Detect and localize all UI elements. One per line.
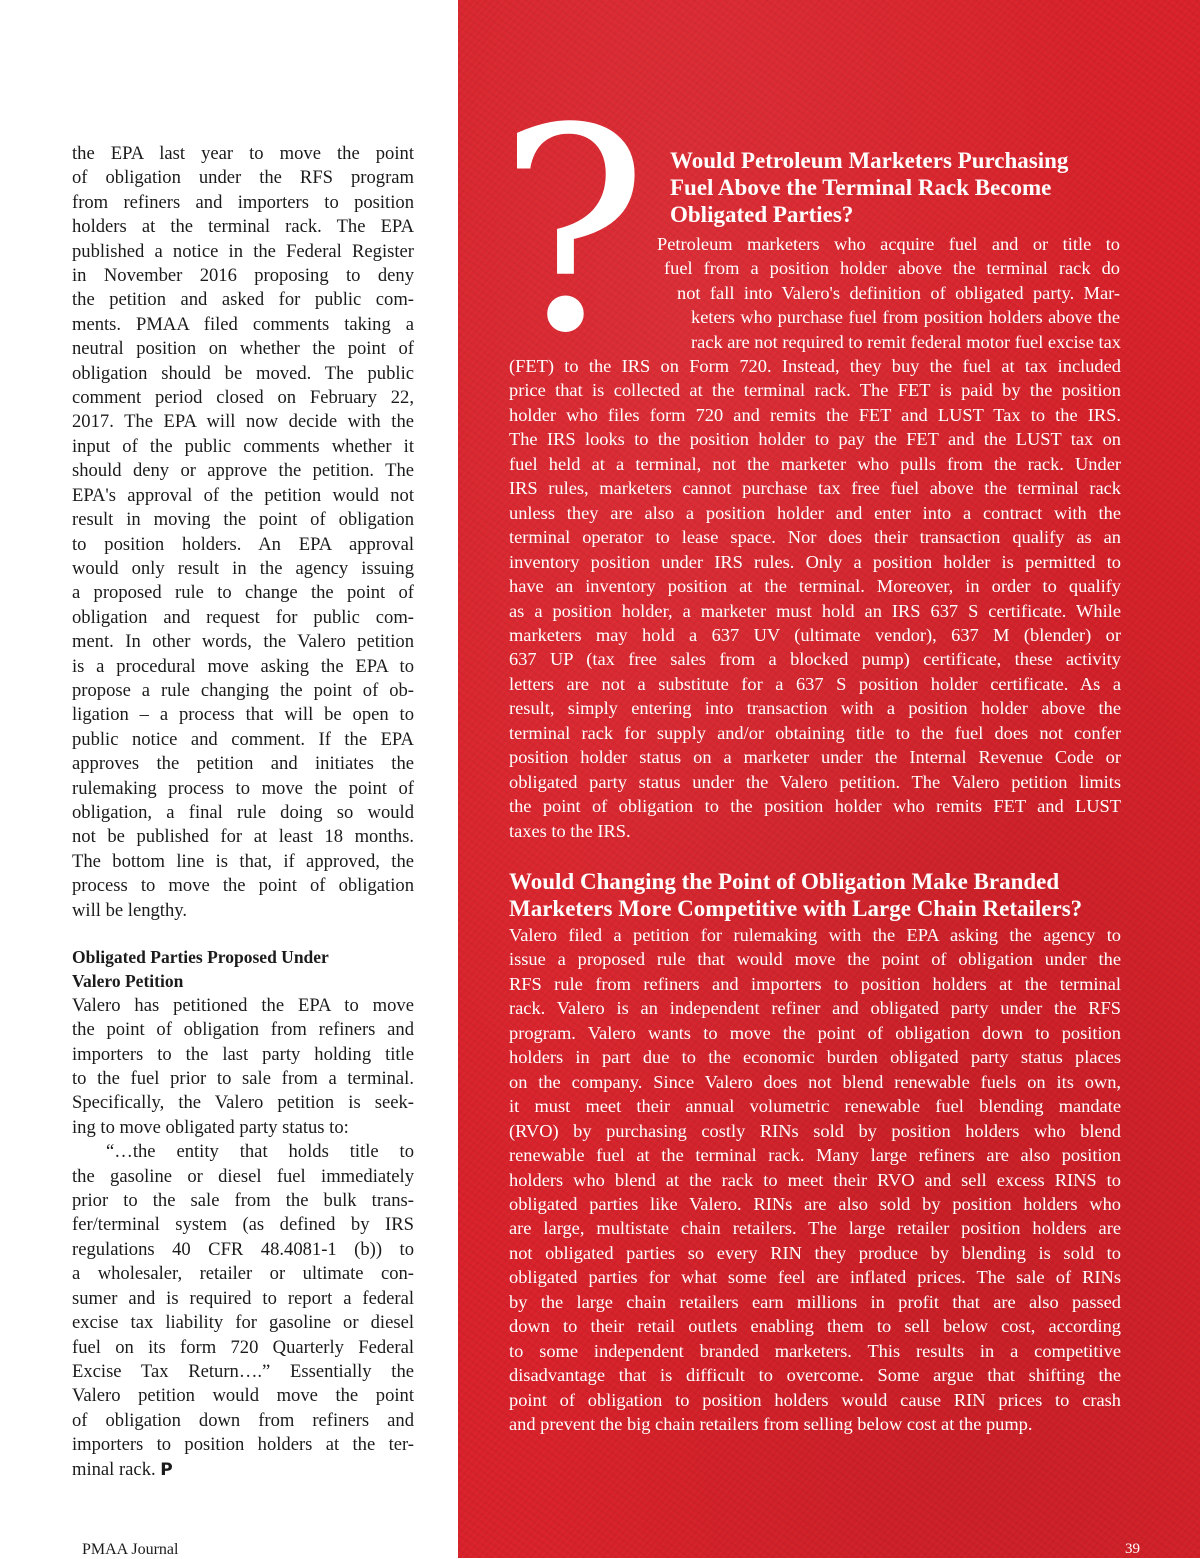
text-line [509, 501, 1121, 525]
text-line-content: EPA's approval of the petition would not [72, 484, 414, 506]
end-of-article-mark: P [160, 1459, 173, 1480]
footer-journal-name: PMAA Journal [82, 1541, 179, 1558]
text-line [509, 923, 1121, 947]
text-line [72, 1360, 414, 1384]
text-line [509, 721, 1121, 745]
text-line-content: Petroleum marketers who acquire fuel and or title to [657, 234, 1120, 254]
text-line [72, 1336, 414, 1360]
text-line-content: Excise Tax Return….” Essentially the [72, 1360, 414, 1382]
text-line-content: keters who purchase fuel from position holders above the [691, 307, 1120, 328]
text-line-content: obligated parties like Valero. RINs are also sold by position holders who [509, 1193, 1121, 1214]
text-line-content: to position holders. An EPA approval [72, 533, 414, 555]
text-line-content: rulemaking process to move the point of [72, 777, 414, 799]
text-line [509, 378, 1121, 402]
text-line [509, 1119, 1121, 1143]
text-line-content: and prevent the big chain retailers from selling below cost at the pump. [509, 1414, 1033, 1435]
text-line [509, 672, 1121, 696]
left-para-1 [72, 142, 414, 923]
text-line-content: comment period closed on February 22, [72, 387, 414, 409]
text-line-content: fuel held at a terminal, not the marketer who pulls from the rack. Under [509, 453, 1121, 474]
text-line-content: will be lengthy. [72, 899, 187, 921]
text-line [72, 752, 414, 776]
text-line [72, 288, 414, 312]
text-line [72, 410, 414, 434]
text-line [509, 1143, 1121, 1167]
text-line [72, 508, 414, 532]
text-line [72, 191, 414, 215]
text-line-content: of obligation down from refiners and [72, 1409, 414, 1431]
text-line-content: neutral position on whether the point of [72, 338, 414, 360]
text-line-content: the petition and asked for public com- [72, 289, 414, 311]
text-line-content: to the fuel prior to sale from a terminal. [72, 1068, 414, 1090]
text-line [509, 1412, 1121, 1436]
text-line [72, 240, 414, 264]
text-line-content: The IRS looks to the position holder to pay the FET and the LUST tax on [509, 429, 1121, 450]
text-line-content: published a notice in the Federal Register [72, 240, 414, 262]
text-line-content: holders who blend at the rack to meet their RVO and sell excess RINS to [509, 1169, 1121, 1190]
valero-quote [72, 1140, 414, 1482]
text-line [72, 557, 414, 581]
red-heading-1-line: Obligated Parties? [670, 202, 854, 227]
text-line-content: of obligation under the RFS program [72, 167, 414, 189]
text-line [509, 599, 1121, 623]
text-line [72, 1043, 414, 1067]
text-line [72, 533, 414, 557]
text-line [509, 794, 1121, 818]
text-line-content: not fall into Valero's definition of obligated party. Mar- [677, 282, 1120, 303]
text-line [691, 305, 1120, 329]
text-line [72, 264, 414, 288]
text-line-content: letters are not a substitute for a 637 S position holder certificate. As a [509, 673, 1121, 694]
red-heading-1 [670, 147, 1068, 228]
text-line-content: obligation should be moved. The public [72, 362, 414, 384]
text-line [509, 947, 1121, 971]
text-line-content: ing to move obligated party status to: [72, 1116, 349, 1138]
text-line-content: minal rack. [72, 1458, 156, 1480]
text-line-content: regulations 40 CFR 48.4081-1 (b)) to [72, 1238, 414, 1260]
text-line [509, 476, 1121, 500]
text-line-content: importers to position holders at the ter- [72, 1434, 414, 1456]
text-line-content: a wholesaler, retailer or ultimate con- [72, 1263, 414, 1285]
text-line-content: have an inventory position at the terminal. Moreover, in order to qualify [509, 576, 1121, 597]
text-line-content: price that is collected at the terminal rack. The FET is paid by the position [509, 380, 1121, 401]
text-line-content: obligated parties for what some feel are inflated prices. The sale of RINs [509, 1267, 1121, 1288]
left-column [72, 142, 414, 1482]
text-line [72, 1067, 414, 1091]
text-line-content: importers to the last party holding title [72, 1043, 414, 1065]
text-line [72, 313, 414, 337]
text-line-content: obligated party status under the Valero petition. The Valero petition limits [509, 771, 1121, 792]
text-line [72, 1213, 414, 1237]
text-line [72, 1287, 414, 1311]
text-line-content: Specifically, the Valero petition is seek- [72, 1092, 414, 1114]
text-line [677, 281, 1120, 305]
text-line-content: on the company. Since Valero does not blend renewable fuels on its own, [509, 1071, 1121, 1092]
text-line-content: ligation – a process that will be open to [72, 704, 414, 726]
text-line-content: prior to the sale from the bulk trans- [72, 1190, 414, 1212]
text-line [509, 1021, 1121, 1045]
text-line [691, 330, 1120, 354]
text-line-content: program. Valero wants to move the point of obligation down to position [509, 1022, 1121, 1043]
text-line [509, 1094, 1121, 1118]
text-line [72, 994, 414, 1018]
text-line-content: propose a rule changing the point of ob- [72, 679, 414, 701]
text-line-content: point of obligation to position holders would cause RIN prices to crash [509, 1389, 1121, 1410]
text-line [509, 1216, 1121, 1240]
text-line-content: issue a proposed rule that would move the point of obligation under the [509, 949, 1121, 970]
text-line [72, 825, 414, 849]
text-line-content: should deny or approve the petition. The [72, 460, 414, 482]
text-line [72, 362, 414, 386]
text-line [72, 1384, 414, 1408]
text-line-content: (RVO) by purchasing costly RINs sold by position holders who blend [509, 1120, 1121, 1141]
text-line-content: not obligated parties so every RIN they produce by blending is sold to [509, 1242, 1121, 1263]
text-line-content: by the large chain retailers earn millions in profit that are also passed [509, 1291, 1121, 1312]
text-line-content: unless they are also a position holder and enter into a contract with the [509, 502, 1121, 523]
text-line-content: obligation and request for public com- [72, 606, 414, 628]
text-line [72, 1458, 414, 1482]
text-line [72, 386, 414, 410]
text-line-content: inventory position under IRS rules. Only a position holder is permitted to [509, 551, 1121, 572]
text-line [72, 630, 414, 654]
red-heading-1-line: Fuel Above the Terminal Rack Become [670, 175, 1052, 200]
red-heading-1-line: Would Petroleum Marketers Purchasing [670, 148, 1069, 173]
text-line-content: input of the public comments whether it [72, 435, 414, 457]
text-line [509, 574, 1121, 598]
text-line-content: it must meet their annual volumetric renewable fuel blending mandate [509, 1096, 1121, 1117]
text-line [72, 1311, 414, 1335]
text-line [509, 623, 1121, 647]
text-line-content: holders at the terminal rack. The EPA [72, 216, 414, 238]
footer-page-number: 39 [1125, 1541, 1140, 1557]
red-heading-2 [509, 868, 1082, 922]
text-line [72, 801, 414, 825]
text-line [509, 1314, 1121, 1338]
text-line [72, 850, 414, 874]
text-line [72, 874, 414, 898]
text-line [72, 215, 414, 239]
red-heading-2-line: Marketers More Competitive with Large Chain Retailers? [509, 896, 1083, 921]
text-line [509, 1388, 1121, 1412]
text-line-content: “…the entity that holds title to [106, 1141, 414, 1163]
text-line-content: Valero has petitioned the EPA to move [72, 994, 414, 1016]
text-line-content: the point of obligation from refiners and [72, 1019, 414, 1041]
text-line-content: not be published for at least 18 months. [72, 826, 414, 848]
text-line-content: 2017. The EPA will now decide with the [72, 411, 414, 433]
text-line [509, 1241, 1121, 1265]
red-section-1-wrapped [657, 232, 1120, 354]
text-line-content: in November 2016 proposing to deny [72, 265, 414, 287]
text-line [664, 256, 1120, 280]
text-line [509, 770, 1121, 794]
text-line [72, 459, 414, 483]
text-line [509, 427, 1121, 451]
text-line [509, 1339, 1121, 1363]
text-line [72, 679, 414, 703]
text-line-content: down to their retail outlets enabling them to sell below cost, according [509, 1316, 1121, 1337]
text-line-content: is a procedural move asking the EPA to [72, 655, 414, 677]
text-line-content: from refiners and importers to position [72, 191, 414, 213]
text-line [509, 550, 1121, 574]
text-line-content: approves the petition and initiates the [72, 753, 414, 775]
text-line-content: to some independent branded marketers. This results in a competitive [509, 1340, 1121, 1361]
left-para-2 [72, 994, 414, 1140]
text-line [509, 696, 1121, 720]
text-line [72, 1238, 414, 1262]
text-line [509, 1265, 1121, 1289]
text-line [72, 1116, 414, 1140]
red-section-2-body [509, 923, 1121, 1437]
text-line-content: excise tax liability for gasoline or diesel [72, 1312, 414, 1334]
text-line [509, 1363, 1121, 1387]
red-section-1-body [509, 354, 1121, 843]
text-line [72, 606, 414, 630]
text-line [72, 777, 414, 801]
text-line [509, 996, 1121, 1020]
text-line-content: renewable fuel at the terminal rack. Many large refiners are also position [509, 1145, 1121, 1166]
text-line-content: the EPA last year to move the point [72, 143, 414, 164]
text-line-content: the gasoline or diesel fuel immediately [72, 1165, 414, 1187]
text-line [509, 972, 1121, 996]
question-mark-graphic: ? [498, 69, 649, 395]
text-line-content: ment. In other words, the Valero petition [72, 631, 414, 653]
left-heading-line: Valero Petition [72, 971, 184, 992]
text-line-content: sumer and is required to report a federal [72, 1287, 414, 1309]
text-line [72, 581, 414, 605]
text-line [72, 142, 414, 166]
text-line-content: the point of obligation to the position holder who remits FET and LUST [509, 796, 1121, 817]
text-line [72, 899, 414, 923]
text-line-content: Valero petition would move the point [72, 1385, 414, 1407]
text-line [509, 354, 1121, 378]
text-line-content: terminal operator to lease space. Nor does their transaction qualify as an [509, 527, 1121, 548]
text-line [72, 1091, 414, 1115]
text-line-content: result in moving the point of obligation [72, 509, 414, 531]
text-line [72, 1189, 414, 1213]
text-line-content: holder who files form 720 and remits the FET and LUST Tax to the IRS. [509, 404, 1121, 425]
text-line [72, 703, 414, 727]
text-line [509, 1045, 1121, 1069]
text-line [72, 435, 414, 459]
text-line [509, 1192, 1121, 1216]
text-line [72, 1165, 414, 1189]
text-line [72, 1140, 414, 1164]
text-line-content: (FET) to the IRS on Form 720. Instead, they buy the fuel at tax included [509, 356, 1121, 376]
text-line [72, 484, 414, 508]
text-line-content: Valero filed a petition for rulemaking with the EPA asking the agency to [509, 925, 1121, 945]
text-line-content: would only result in the agency issuing [72, 557, 414, 579]
text-line-content: process to move the point of obligation [72, 875, 414, 897]
text-line-content: taxes to the IRS. [509, 820, 631, 841]
text-line-content: a proposed rule to change the point of [72, 582, 414, 604]
text-line [72, 166, 414, 190]
text-line-content: fuel on its form 720 Quarterly Federal [72, 1336, 414, 1358]
text-line-content: terminal rack for supply and/or obtaining title to the fuel does not confer [509, 722, 1121, 743]
left-heading-line: Obligated Parties Proposed Under [72, 947, 329, 967]
text-line [509, 1290, 1121, 1314]
text-line-content: position holder status on a marketer under the Internal Revenue Code or [509, 747, 1121, 768]
text-line [509, 1168, 1121, 1192]
text-line-content: marketers may hold a 637 UV (ultimate vendor), 637 M (blender) or [509, 624, 1121, 645]
text-line-content: public notice and comment. If the EPA [72, 728, 414, 750]
text-line-content: are large, multistate chain retailers. The large retailer position holders are [509, 1218, 1121, 1239]
text-line-content: The bottom line is that, if approved, the [72, 850, 414, 872]
text-line-content: as a position holder, a marketer must hold an IRS 637 S certificate. While [509, 600, 1121, 621]
text-line-content: IRS rules, marketers cannot purchase tax free fuel above the terminal rack [509, 478, 1121, 499]
left-section-heading [72, 945, 414, 994]
text-line [509, 819, 1121, 843]
text-line-content: rack are not required to remit federal motor fuel excise tax [691, 331, 1121, 352]
text-line-content: disadvantage that is difficult to overcome. Some argue that shifting the [509, 1365, 1121, 1386]
text-line-content: holders in part due to the economic burden obligated party status places [509, 1047, 1121, 1068]
text-line [657, 232, 1120, 256]
red-heading-2-line: Would Changing the Point of Obligation Make Branded [509, 869, 1060, 894]
text-line-content: ments. PMAA filed comments taking a [72, 313, 414, 335]
text-line [72, 1262, 414, 1286]
text-line [72, 655, 414, 679]
text-line-content: result, simply entering into transaction with a position holder above the [509, 698, 1121, 719]
text-line [72, 1018, 414, 1042]
text-line [509, 525, 1121, 549]
text-line [509, 745, 1121, 769]
text-line-content: fuel from a position holder above the terminal rack do [664, 258, 1120, 279]
text-line [72, 337, 414, 361]
text-line [509, 452, 1121, 476]
text-line [72, 1433, 414, 1457]
text-line-content: rack. Valero is an independent refiner and obligated party under the RFS [509, 998, 1121, 1019]
text-line-content: RFS rule from refiners and importers to position holders at the terminal [509, 973, 1121, 994]
text-line [72, 728, 414, 752]
text-line [509, 1070, 1121, 1094]
text-line-content: 637 UP (tax free sales from a blocked pump) certificate, these activity [509, 649, 1121, 670]
text-line [72, 1409, 414, 1433]
text-line [509, 403, 1121, 427]
text-line [509, 647, 1121, 671]
text-line-content: obligation, a final rule doing so would [72, 801, 414, 823]
text-line-content: fer/terminal system (as defined by IRS [72, 1214, 414, 1236]
